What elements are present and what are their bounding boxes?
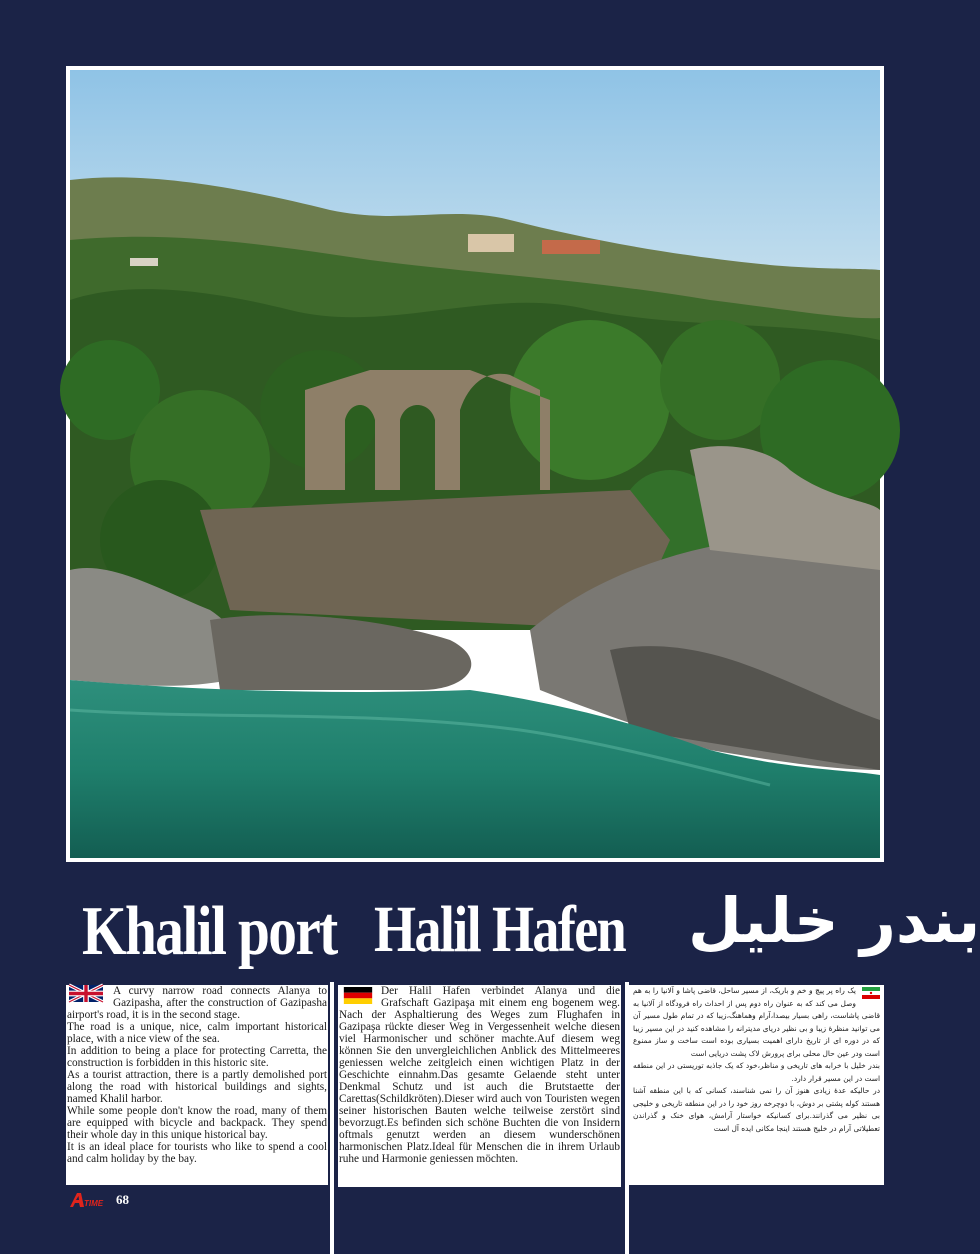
english-column [66, 985, 328, 1185]
title-persian: بندر خلیل [688, 884, 980, 957]
page-footer [68, 1192, 129, 1208]
english-paragraph: A curvy narrow road connects Alanya to Gazipasha, after the construction of Gazipasha airport's road, it is in the second stage. [67, 985, 327, 1021]
atime-logo [68, 1192, 114, 1208]
english-paragraph: The road is a unique, nice, calm important historical place, with a nice view of the sea. [67, 1021, 327, 1045]
english-paragraph: While some people don't know the road, many of them are equipped with bicycle and backpack. They spend their whole day in this unique historical bay. [67, 1105, 327, 1141]
english-paragraph: In addition to being a place for protecting Carretta, the construction is forbidden in this historic site. [67, 1045, 327, 1069]
photo-frame [66, 66, 884, 862]
german-column [338, 985, 621, 1187]
german-paragraph: Der Halil Hafen verbindet Alanya und die Grafschaft Gazipaşa mit einem eng bogenem weg. Nach der Asphaltierung des Weges zum Flughafen in Gazipaşa rückte dieser Weg in Vergessenheit welche diesen viel Harmonischer und schöner machte.Auf diesem weg können Sie den unvergleichlichen Anblick des Mittelmeeres geniessen welche zeitgleich einen wichtigen Platz in der Geschichte einnahm.Das gesamte Gelaende steht unter Denkmal Schutz und ist auch die Brutstaette der Carettas(Schildkröten).Dieser wird auch von Touristen wegen seiner historischen Bauten welche teilweise zerstört sind bevorzugt.Es befinden sich schöne Buchten die von Insidern oftmals genutzt werden an diesem wunderschönen harmonischen Platz.Ideal für Menschen die in ihrem Urlaub ruhe und Harmonie geniessen möchten. [339, 985, 620, 1165]
persian-paragraph: بندر خلیل با خرابه های تاریخی و مناظر،خود که یک جاذبه توریستی در این منطقه است در این مسیر قرار دارد. [633, 1061, 880, 1083]
german-flag-icon [343, 987, 373, 1004]
uk-flag-icon [69, 985, 103, 1002]
persian-paragraph: در حالیکه عدهٔ زیادی هنوز آن را نمی شناسند، کسانی که با این منطقه آشنا هستند کوله پشتی بر دوش، با دوچرخه روز خود را در این منطقه تاریخی و خلیجی بی نظیر می گذرانند.برای کسانیکه خواستار آرامش، هوای خنک و گذراندن تعطیلاتی آرام در خلیج هستند اینجا مکانی ایده آل است [633, 1086, 880, 1133]
title-german: Halil Hafen [374, 893, 626, 966]
harbor-photo [70, 70, 880, 858]
english-paragraph: As a tourist attraction, there is a partly demolished port along the road with historical buildings and sights, named Khalil harbor. [67, 1069, 327, 1105]
persian-paragraph: یک راه پر پیچ و خم و باریک، از مسیر ساحل، قاضی پاشا و آلانیا را به هم وصل می کند که به عنوان راه دوم پس از احداث راه فرودگاه از آلانیا به قاضی پاشاست، راهی بسیار بیصدا،آرام وهماهنگ،زیبا که در تمام طول مسیر آن می توانید منظرهٔ زیبا و بی نظیر دریای مدیترانه را مشاهده کنید در این مسیر زیبا که در دوره ای از تاریخ دارای اهمیت بسیاری بوده است ساخت و ساز ممنوع است ودر عین حال محلی برای پرورش لاک پشت دریایی است [633, 986, 880, 1058]
svg-text:TIME: TIME [84, 1199, 104, 1208]
page-number: 68 [116, 1192, 129, 1207]
iran-flag-icon [862, 987, 880, 999]
titles-row [0, 880, 980, 980]
persian-column [629, 985, 884, 1185]
title-english: Khalil port [82, 893, 337, 970]
column-divider [330, 982, 334, 1254]
english-paragraph: It is an ideal place for tourists who like to spend a cool and calm holiday by the bay. [67, 1141, 327, 1165]
